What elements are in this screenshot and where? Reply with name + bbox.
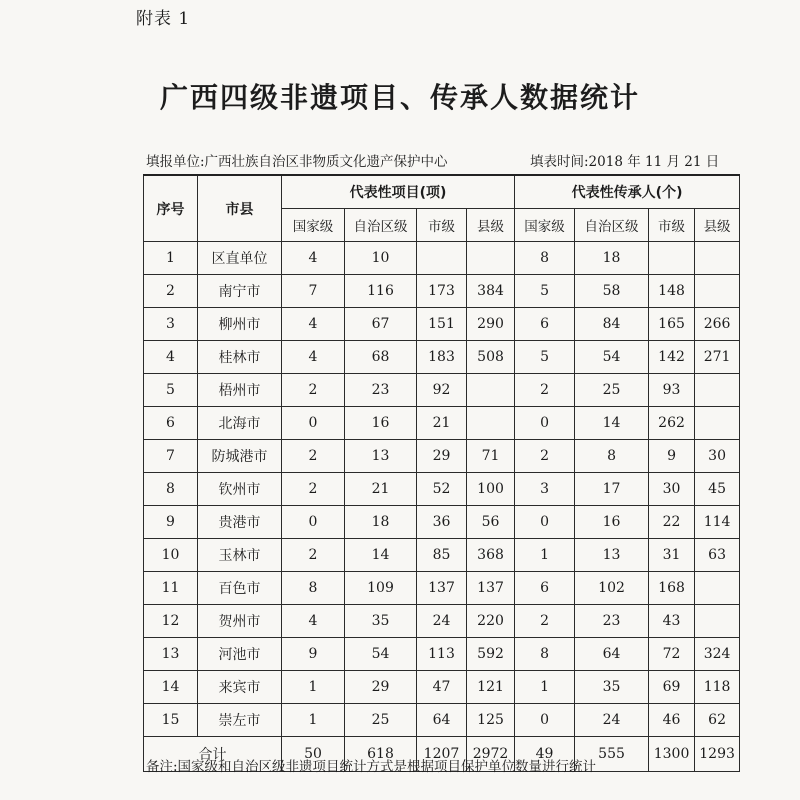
- table-cell: 50: [282, 737, 345, 772]
- table-cell: 8: [515, 242, 575, 275]
- table-cell: 1: [515, 539, 575, 572]
- table-cell: 63: [695, 539, 740, 572]
- table-cell: 0: [515, 506, 575, 539]
- table-cell: 56: [467, 506, 515, 539]
- table-cell: 1207: [417, 737, 467, 772]
- table-cell: 102: [575, 572, 649, 605]
- table-cell: 93: [649, 374, 695, 407]
- table-cell: 52: [417, 473, 467, 506]
- header-group-inheritors: 代表性传承人(个): [515, 175, 740, 209]
- header-level: 自治区级: [575, 209, 649, 242]
- table-cell: 508: [467, 341, 515, 374]
- row-city: 崇左市: [198, 704, 282, 737]
- table-cell: 84: [575, 308, 649, 341]
- table-cell: 290: [467, 308, 515, 341]
- table-cell: 4: [282, 341, 345, 374]
- table-cell: 618: [345, 737, 417, 772]
- row-seq: 1: [144, 242, 198, 275]
- table-cell: 47: [417, 671, 467, 704]
- table-cell: 1: [282, 671, 345, 704]
- row-seq: 13: [144, 638, 198, 671]
- table-cell: 1: [515, 671, 575, 704]
- table-cell: 16: [345, 407, 417, 440]
- row-city: 桂林市: [198, 341, 282, 374]
- table-cell: 137: [417, 572, 467, 605]
- row-city: 玉林市: [198, 539, 282, 572]
- row-seq: 4: [144, 341, 198, 374]
- table-cell: 10: [345, 242, 417, 275]
- table-cell: 0: [515, 407, 575, 440]
- table-cell: 271: [695, 341, 740, 374]
- table-cell: 36: [417, 506, 467, 539]
- page-title: 广西四级非遗项目、传承人数据统计: [159, 81, 640, 114]
- table-row: [144, 242, 740, 275]
- statistics-table: [143, 174, 740, 772]
- table-cell: 14: [345, 539, 417, 572]
- table-cell: [417, 242, 467, 275]
- table-row: [144, 440, 740, 473]
- row-seq: 6: [144, 407, 198, 440]
- row-seq: 5: [144, 374, 198, 407]
- table-cell: 0: [282, 506, 345, 539]
- row-city: 贺州市: [198, 605, 282, 638]
- table-cell: 125: [467, 704, 515, 737]
- appendix-label: 附表 1: [136, 9, 191, 29]
- row-city: 河池市: [198, 638, 282, 671]
- table-cell: 2: [515, 605, 575, 638]
- table-cell: 13: [345, 440, 417, 473]
- table-cell: 18: [345, 506, 417, 539]
- table-cell: 168: [649, 572, 695, 605]
- table-cell: 121: [467, 671, 515, 704]
- table-cell: 7: [282, 275, 345, 308]
- table-cell: 18: [575, 242, 649, 275]
- table-cell: 64: [417, 704, 467, 737]
- row-seq: 7: [144, 440, 198, 473]
- table-cell: 68: [345, 341, 417, 374]
- table-cell: 3: [515, 473, 575, 506]
- table-cell: 25: [575, 374, 649, 407]
- table-cell: 29: [345, 671, 417, 704]
- table-cell: [695, 572, 740, 605]
- table-cell: 24: [417, 605, 467, 638]
- table-cell: 5: [515, 341, 575, 374]
- table-cell: 183: [417, 341, 467, 374]
- table-cell: 165: [649, 308, 695, 341]
- table-cell: 43: [649, 605, 695, 638]
- table-cell: 1300: [649, 737, 695, 772]
- table-body: [144, 242, 740, 737]
- table-cell: [649, 242, 695, 275]
- row-city: 北海市: [198, 407, 282, 440]
- row-seq: 14: [144, 671, 198, 704]
- header-level: 国家级: [515, 209, 575, 242]
- table-cell: [467, 242, 515, 275]
- table-cell: 69: [649, 671, 695, 704]
- table-cell: 17: [575, 473, 649, 506]
- table-row: [144, 341, 740, 374]
- table-cell: [695, 242, 740, 275]
- table-cell: 324: [695, 638, 740, 671]
- table-cell: 100: [467, 473, 515, 506]
- table-row: [144, 605, 740, 638]
- table-cell: 592: [467, 638, 515, 671]
- table-cell: 71: [467, 440, 515, 473]
- table-cell: 2: [515, 440, 575, 473]
- table-cell: 92: [417, 374, 467, 407]
- table-cell: 54: [345, 638, 417, 671]
- table-cell: 4: [282, 605, 345, 638]
- row-seq: 11: [144, 572, 198, 605]
- table-cell: 137: [467, 572, 515, 605]
- table-row: [144, 638, 740, 671]
- table-cell: 2: [282, 539, 345, 572]
- header-level: 县级: [467, 209, 515, 242]
- table-cell: 23: [575, 605, 649, 638]
- header-level: 市级: [649, 209, 695, 242]
- table-cell: 114: [695, 506, 740, 539]
- table-cell: 85: [417, 539, 467, 572]
- table-row: [144, 704, 740, 737]
- table-row: [144, 275, 740, 308]
- table-cell: 5: [515, 275, 575, 308]
- table-cell: 2: [282, 440, 345, 473]
- table-cell: 30: [695, 440, 740, 473]
- header-seq: 序号: [144, 175, 198, 242]
- table-row: [144, 308, 740, 341]
- table-row: [144, 407, 740, 440]
- table-cell: 173: [417, 275, 467, 308]
- table-row: [144, 539, 740, 572]
- header-level: 自治区级: [345, 209, 417, 242]
- table-cell: 0: [515, 704, 575, 737]
- table-cell: [695, 605, 740, 638]
- table-cell: 116: [345, 275, 417, 308]
- row-city: 区直单位: [198, 242, 282, 275]
- table-cell: [695, 374, 740, 407]
- table-cell: 109: [345, 572, 417, 605]
- table-cell: 220: [467, 605, 515, 638]
- row-seq: 12: [144, 605, 198, 638]
- table-cell: 262: [649, 407, 695, 440]
- table-cell: 35: [345, 605, 417, 638]
- table-row: [144, 572, 740, 605]
- table-cell: 13: [575, 539, 649, 572]
- table-cell: 31: [649, 539, 695, 572]
- row-city: 柳州市: [198, 308, 282, 341]
- table-cell: 30: [649, 473, 695, 506]
- table-cell: 21: [417, 407, 467, 440]
- table-cell: 8: [575, 440, 649, 473]
- header-level: 县级: [695, 209, 740, 242]
- table-row: [144, 506, 740, 539]
- table-row: [144, 671, 740, 704]
- total-label: 合计: [144, 737, 282, 772]
- table-cell: [695, 275, 740, 308]
- fill-unit: 填报单位:广西壮族自治区非物质文化遗产保护中心: [146, 154, 448, 170]
- row-seq: 10: [144, 539, 198, 572]
- row-seq: 9: [144, 506, 198, 539]
- table-cell: 2972: [467, 737, 515, 772]
- row-city: 梧州市: [198, 374, 282, 407]
- table-cell: 2: [515, 374, 575, 407]
- table-cell: 1: [282, 704, 345, 737]
- table-cell: 25: [345, 704, 417, 737]
- row-city: 防城港市: [198, 440, 282, 473]
- table-cell: 67: [345, 308, 417, 341]
- row-city: 钦州市: [198, 473, 282, 506]
- table-cell: 1293: [695, 737, 740, 772]
- table-cell: [695, 407, 740, 440]
- table-cell: 23: [345, 374, 417, 407]
- table-cell: 22: [649, 506, 695, 539]
- row-city: 贵港市: [198, 506, 282, 539]
- table-row: [144, 374, 740, 407]
- table-cell: 384: [467, 275, 515, 308]
- table-cell: 8: [515, 638, 575, 671]
- table-row: [144, 473, 740, 506]
- row-seq: 8: [144, 473, 198, 506]
- table-cell: 555: [575, 737, 649, 772]
- table-cell: 368: [467, 539, 515, 572]
- table-cell: 62: [695, 704, 740, 737]
- table-cell: 9: [282, 638, 345, 671]
- table-cell: 148: [649, 275, 695, 308]
- table-cell: 54: [575, 341, 649, 374]
- table-cell: 118: [695, 671, 740, 704]
- table-cell: 64: [575, 638, 649, 671]
- table-cell: 21: [345, 473, 417, 506]
- header-group-projects: 代表性项目(项): [282, 175, 515, 209]
- table-cell: [467, 407, 515, 440]
- table-cell: 151: [417, 308, 467, 341]
- table-cell: 14: [575, 407, 649, 440]
- table-cell: 8: [282, 572, 345, 605]
- table-cell: 142: [649, 341, 695, 374]
- row-city: 南宁市: [198, 275, 282, 308]
- fill-time: 填表时间:2018 年 11 月 21 日: [530, 154, 720, 170]
- table-cell: 72: [649, 638, 695, 671]
- table-cell: 58: [575, 275, 649, 308]
- footnote: 备注:国家级和自治区级非遗项目统计方式是根据项目保护单位数量进行统计: [146, 759, 597, 775]
- table-cell: 2: [282, 473, 345, 506]
- table-cell: 2: [282, 374, 345, 407]
- table-cell: 4: [282, 242, 345, 275]
- table-cell: 45: [695, 473, 740, 506]
- header-city: 市县: [198, 175, 282, 242]
- table-cell: 4: [282, 308, 345, 341]
- table-cell: 29: [417, 440, 467, 473]
- table-cell: 113: [417, 638, 467, 671]
- table-cell: 0: [282, 407, 345, 440]
- table-cell: 35: [575, 671, 649, 704]
- table-cell: [467, 374, 515, 407]
- table-cell: 16: [575, 506, 649, 539]
- table-cell: 49: [515, 737, 575, 772]
- row-seq: 3: [144, 308, 198, 341]
- table-cell: 266: [695, 308, 740, 341]
- table-cell: 6: [515, 308, 575, 341]
- table-cell: 46: [649, 704, 695, 737]
- header-level: 市级: [417, 209, 467, 242]
- row-seq: 15: [144, 704, 198, 737]
- row-city: 来宾市: [198, 671, 282, 704]
- table-cell: 6: [515, 572, 575, 605]
- row-seq: 2: [144, 275, 198, 308]
- header-level: 国家级: [282, 209, 345, 242]
- row-city: 百色市: [198, 572, 282, 605]
- table-cell: 9: [649, 440, 695, 473]
- table-cell: 24: [575, 704, 649, 737]
